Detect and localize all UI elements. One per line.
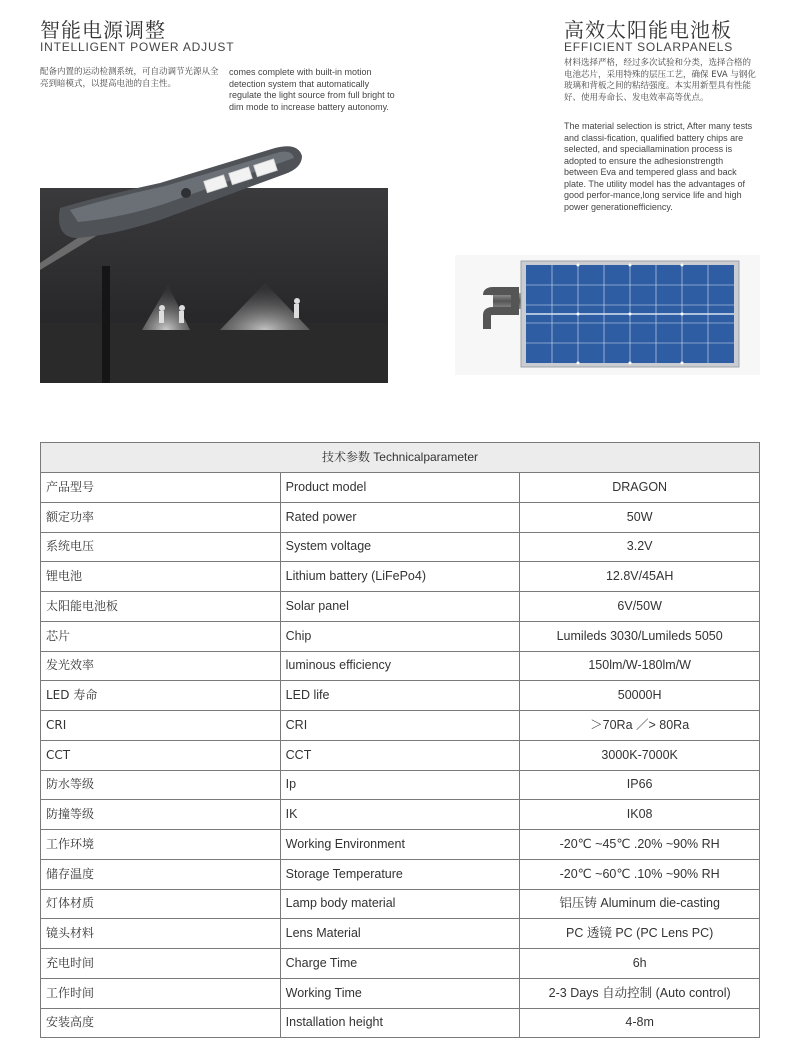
param-name-en: Lens Material [280, 919, 520, 949]
param-name-cn: 防水等级 [41, 770, 281, 800]
param-value: 50W [520, 502, 760, 532]
table-row [41, 770, 760, 800]
param-value: -20℃ ~45℃ .20% ~90% RH [520, 830, 760, 860]
param-name-en: LED life [280, 681, 520, 711]
param-name-cn: 充电时间 [41, 949, 281, 979]
table-row [41, 740, 760, 770]
param-name-en: Product model [280, 473, 520, 503]
table-row [41, 830, 760, 860]
left-title-en: INTELLIGENT POWER ADJUST [40, 40, 235, 54]
table-row [41, 889, 760, 919]
param-value: IK08 [520, 800, 760, 830]
param-value: 50000H [520, 681, 760, 711]
param-value: PC 透镜 PC (PC Lens PC) [520, 919, 760, 949]
param-value: 150lm/W-180lm/W [520, 651, 760, 681]
table-row [41, 562, 760, 592]
param-name-en: Ip [280, 770, 520, 800]
table-title: 技术参数 Technicalparameter [41, 443, 760, 473]
param-name-en: Lamp body material [280, 889, 520, 919]
param-value: Lumileds 3030/Lumileds 5050 [520, 621, 760, 651]
param-value: 4-8m [520, 1008, 760, 1038]
right-desc-en: The material selection is strict, After many tests and classi-fication, qualified battery chips are selected, and speciallamination process is adopted to ensure the adhesionstrength between Eva and tempered glass and back plate. The utility model has the advantages of good perfor-mance,long service life and high power generationefficiency. [564, 121, 753, 212]
param-name-cn: 工作环境 [41, 830, 281, 860]
param-name-cn: 防撞等级 [41, 800, 281, 830]
param-name-cn: 系统电压 [41, 532, 281, 562]
table-row [41, 978, 760, 1008]
right-title-cn: 高效太阳能电池板 [564, 18, 732, 42]
param-value: DRAGON [520, 473, 760, 503]
table-row [41, 800, 760, 830]
param-value: -20℃ ~60℃ .10% ~90% RH [520, 859, 760, 889]
param-value: 2-3 Days 自动控制 (Auto control) [520, 978, 760, 1008]
param-name-cn: 储存温度 [41, 859, 281, 889]
param-name-en: CCT [280, 740, 520, 770]
param-name-en: luminous efficiency [280, 651, 520, 681]
param-name-en: Charge Time [280, 949, 520, 979]
param-name-cn: 灯体材质 [41, 889, 281, 919]
left-desc-en: comes complete with built-in motion detection system that automatically regulate the light source from full bright to dim mode to increase battery autonomy. [229, 67, 395, 112]
param-name-en: Storage Temperature [280, 859, 520, 889]
param-value: 12.8V/45AH [520, 562, 760, 592]
solar-panel-illustration [455, 255, 760, 375]
param-name-cn: 产品型号 [41, 473, 281, 503]
param-value: 铝压铸 Aluminum die-casting [520, 889, 760, 919]
right-title-en: EFFICIENT SOLARPANELS [564, 40, 734, 54]
param-name-cn: CRI [41, 711, 281, 741]
technical-parameter-table [40, 442, 760, 1038]
param-name-cn: 工作时间 [41, 978, 281, 1008]
param-name-en: Installation height [280, 1008, 520, 1038]
param-name-en: Chip [280, 621, 520, 651]
param-name-en: CRI [280, 711, 520, 741]
param-value: 6V/50W [520, 592, 760, 622]
street-light-motion-illustration [40, 138, 388, 383]
param-name-cn: 安装高度 [41, 1008, 281, 1038]
param-name-cn: 芯片 [41, 621, 281, 651]
table-row [41, 1008, 760, 1038]
param-name-en: IK [280, 800, 520, 830]
param-name-en: System voltage [280, 532, 520, 562]
param-name-cn: LED 寿命 [41, 681, 281, 711]
table-row [41, 532, 760, 562]
table-row [41, 711, 760, 741]
param-name-en: Lithium battery (LiFePo4) [280, 562, 520, 592]
param-name-en: Solar panel [280, 592, 520, 622]
table-row [41, 919, 760, 949]
table-row [41, 859, 760, 889]
table-row [41, 949, 760, 979]
param-name-cn: 镜头材料 [41, 919, 281, 949]
param-name-cn: 发光效率 [41, 651, 281, 681]
param-name-cn: CCT [41, 740, 281, 770]
param-name-cn: 太阳能电池板 [41, 592, 281, 622]
left-desc-cn: 配备内置的运动检测系统，可自动调节光源从全亮到暗模式，以提高电池的自主性。 [40, 67, 219, 89]
left-title-cn: 智能电源调整 [40, 18, 166, 42]
param-value: 6h [520, 949, 760, 979]
param-name-en: Rated power [280, 502, 520, 532]
table-row [41, 621, 760, 651]
param-value: 3000K-7000K [520, 740, 760, 770]
table-header-row [41, 443, 760, 473]
table-row [41, 681, 760, 711]
right-desc-cn: 材料选择严格，经过多次试验和分类，选择合格的电池芯片，采用特殊的层压工艺，确保 EVA 与钢化玻璃和背板之间的粘结强度。本实用新型具有性能好、使用寿命长、发电效率高等优点。 [564, 58, 756, 103]
param-value: IP66 [520, 770, 760, 800]
param-value: 3.2V [520, 532, 760, 562]
param-name-en: Working Environment [280, 830, 520, 860]
table-row [41, 473, 760, 503]
param-value: ＞70Ra ／> 80Ra [520, 711, 760, 741]
param-name-cn: 锂电池 [41, 562, 281, 592]
param-name-cn: 额定功率 [41, 502, 281, 532]
table-row [41, 592, 760, 622]
table-row [41, 502, 760, 532]
table-row [41, 651, 760, 681]
param-name-en: Working Time [280, 978, 520, 1008]
